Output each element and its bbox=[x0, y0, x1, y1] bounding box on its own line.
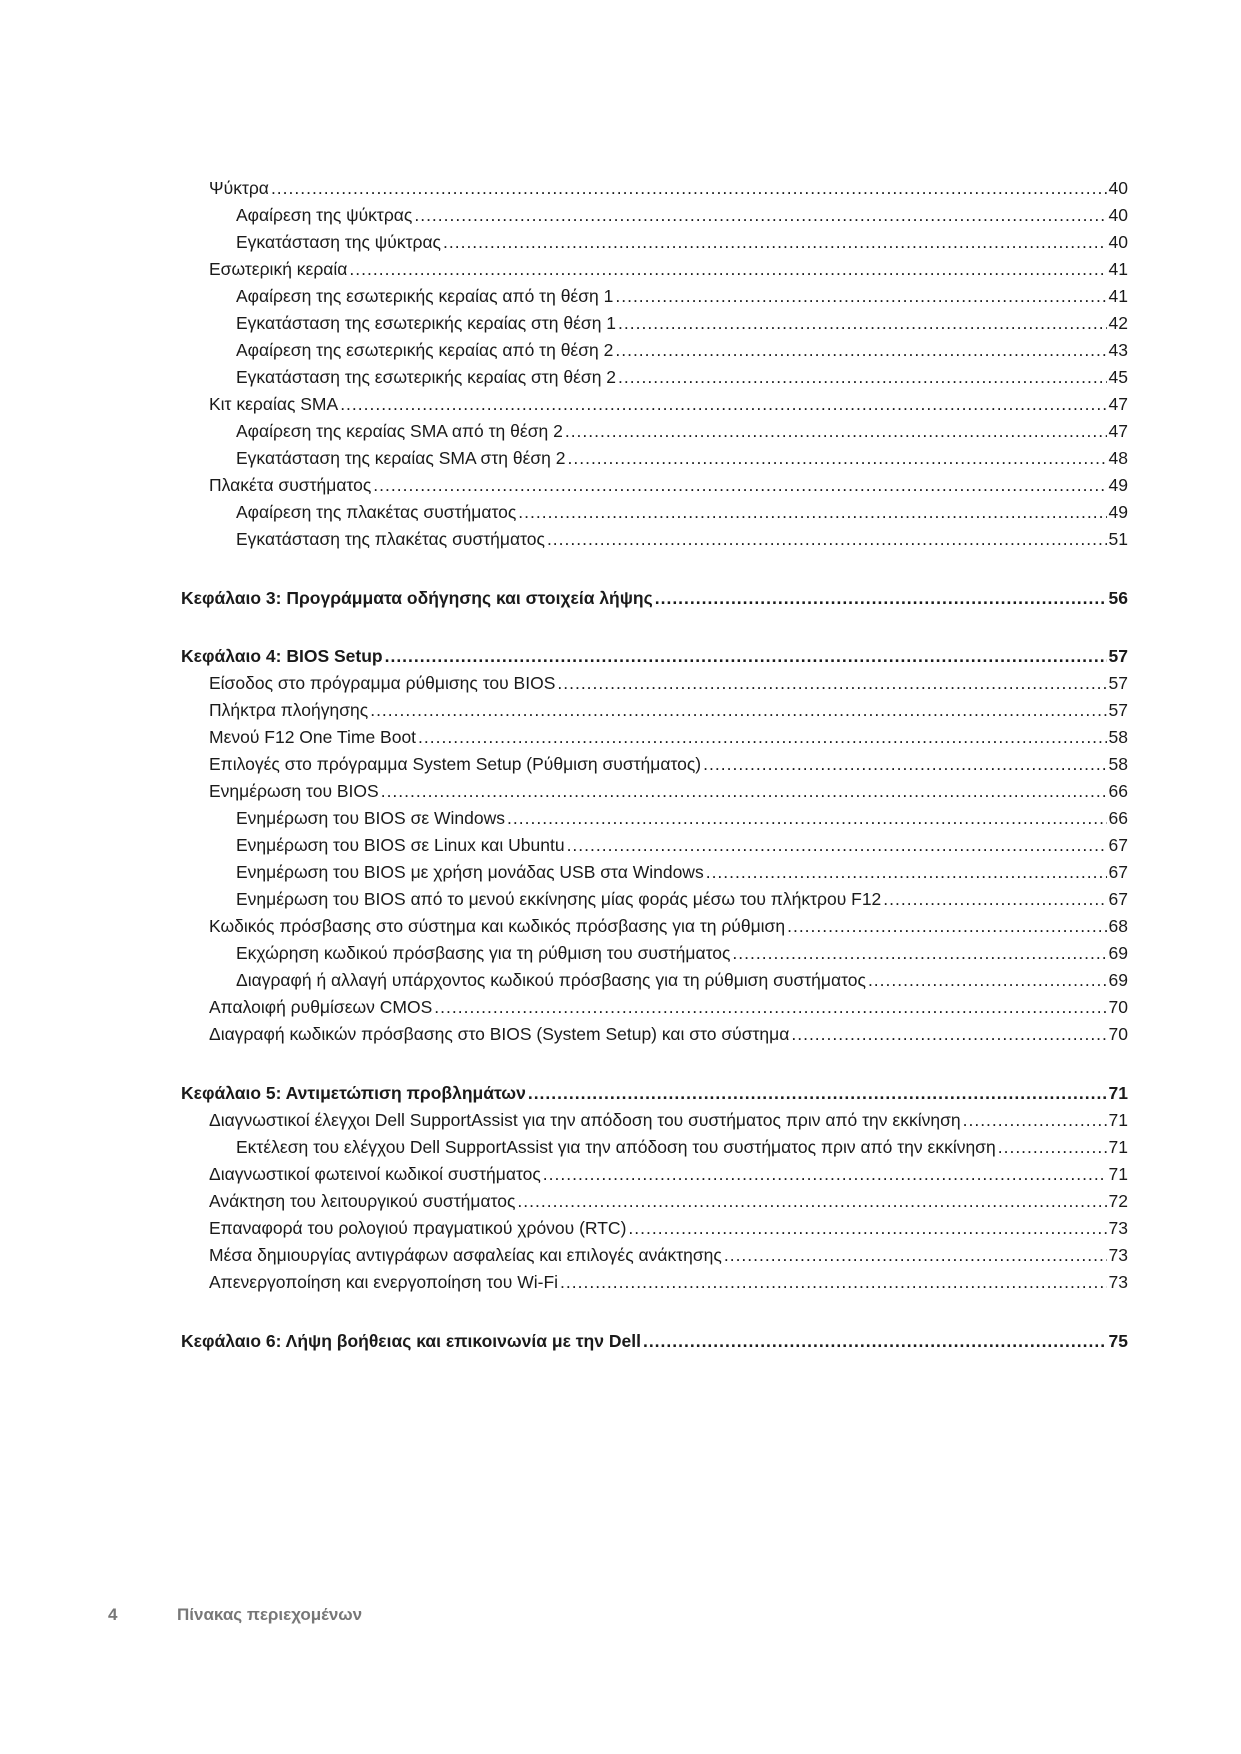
toc-entry[interactable] bbox=[181, 527, 1128, 551]
dot-leader bbox=[349, 257, 1106, 281]
dot-leader bbox=[615, 284, 1106, 308]
dot-leader bbox=[507, 806, 1107, 830]
toc-entry-title: Πλακέτα συστήματος bbox=[209, 475, 372, 495]
toc-entry[interactable] bbox=[181, 257, 1128, 281]
dot-leader bbox=[883, 887, 1106, 911]
toc-chapter-title: Κεφάλαιο 4: BIOS Setup bbox=[181, 646, 383, 666]
toc-entry-title: Επιλογές στο πρόγραμμα System Setup (Ρύθμιση συστήματος) bbox=[209, 754, 702, 774]
toc-entry-title: Εγκατάσταση της κεραίας SMA στη θέση 2 bbox=[236, 448, 566, 468]
toc-entry-title: Μενού F12 One Time Boot bbox=[209, 727, 417, 747]
dot-leader bbox=[868, 968, 1107, 992]
toc-entry-page: 57 bbox=[1108, 673, 1128, 693]
dot-leader bbox=[340, 392, 1106, 416]
dot-leader bbox=[385, 644, 1107, 668]
dot-leader bbox=[724, 1243, 1107, 1267]
dot-leader bbox=[443, 230, 1107, 254]
toc-entry-page: 70 bbox=[1108, 997, 1128, 1017]
toc-chapter[interactable] bbox=[181, 1329, 1128, 1353]
toc-entry-page: 45 bbox=[1108, 367, 1128, 387]
toc-entry-page: 68 bbox=[1108, 916, 1128, 936]
dot-leader bbox=[703, 752, 1106, 776]
footer-page-number: 4 bbox=[108, 1605, 118, 1624]
toc-chapter[interactable] bbox=[181, 644, 1128, 668]
toc-entry[interactable] bbox=[181, 500, 1128, 524]
toc-entry-title: Απενεργοποίηση και ενεργοποίηση του Wi-Fi bbox=[209, 1272, 559, 1292]
toc-entry-page: 40 bbox=[1108, 178, 1128, 198]
toc-entry[interactable] bbox=[181, 1189, 1128, 1213]
toc-entry-title: Εσωτερική κεραία bbox=[209, 259, 348, 279]
dot-leader bbox=[560, 1270, 1107, 1294]
toc-entry-title: Επαναφορά του ρολογιού πραγματικού χρόνου (RTC) bbox=[209, 1218, 627, 1238]
toc-entry[interactable] bbox=[181, 725, 1128, 749]
toc-entry-page: 71 bbox=[1108, 1110, 1128, 1130]
toc-entry[interactable] bbox=[181, 1243, 1128, 1267]
dot-leader bbox=[998, 1135, 1107, 1159]
dot-leader bbox=[557, 671, 1106, 695]
toc-entry-title: Αφαίρεση της εσωτερικής κεραίας από τη θέση 1 bbox=[236, 286, 614, 306]
dot-leader bbox=[543, 1162, 1107, 1186]
toc-entry-page: 40 bbox=[1108, 232, 1128, 252]
toc-entry-page: 66 bbox=[1108, 781, 1128, 801]
toc-entry-title: Ενημέρωση του BIOS από το μενού εκκίνησης μίας φοράς μέσω του πλήκτρου F12 bbox=[236, 889, 882, 909]
toc-entry-title: Είσοδος στο πρόγραμμα ρύθμισης του BIOS bbox=[209, 673, 556, 693]
toc-chapter-page: 57 bbox=[1108, 646, 1128, 666]
toc-entry-page: 57 bbox=[1108, 700, 1128, 720]
toc-entry[interactable] bbox=[181, 806, 1128, 830]
toc-entry-title: Αφαίρεση της πλακέτας συστήματος bbox=[236, 502, 517, 522]
toc-chapter-page: 56 bbox=[1108, 588, 1128, 608]
toc-entry-title: Μέσα δημιουργίας αντιγράφων ασφαλείας και επιλογές ανάκτησης bbox=[209, 1245, 722, 1265]
toc-entry-page: 67 bbox=[1108, 862, 1128, 882]
dot-leader bbox=[643, 1329, 1107, 1353]
toc-entry[interactable] bbox=[181, 176, 1128, 200]
toc-entry[interactable] bbox=[181, 1022, 1128, 1046]
toc-entry-title: Εκχώρηση κωδικού πρόσβασης για τη ρύθμιση του συστήματος bbox=[236, 943, 731, 963]
toc-entry-title: Απαλοιφή ρυθμίσεων CMOS bbox=[209, 997, 433, 1017]
dot-leader bbox=[791, 1022, 1106, 1046]
toc-entry[interactable] bbox=[181, 392, 1128, 416]
toc-entry-page: 67 bbox=[1108, 889, 1128, 909]
toc-chapter[interactable] bbox=[181, 1081, 1128, 1105]
dot-leader bbox=[706, 860, 1107, 884]
toc-entry-title: Κιτ κεραίας SMA bbox=[209, 394, 339, 414]
toc-entry[interactable] bbox=[181, 230, 1128, 254]
toc-entry[interactable] bbox=[181, 833, 1128, 857]
toc-entry[interactable] bbox=[181, 752, 1128, 776]
toc-entry-page: 43 bbox=[1108, 340, 1128, 360]
toc-chapter-title: Κεφάλαιο 6: Λήψη βοήθειας και επικοινωνία με την Dell bbox=[181, 1331, 641, 1351]
toc-entry-page: 58 bbox=[1108, 727, 1128, 747]
toc-entry-page: 58 bbox=[1108, 754, 1128, 774]
toc-entry-title: Διαγραφή ή αλλαγή υπάρχοντος κωδικού πρόσβασης για τη ρύθμιση συστήματος bbox=[236, 970, 866, 990]
toc-entry-title: Αφαίρεση της εσωτερικής κεραίας από τη θέση 2 bbox=[236, 340, 614, 360]
toc-entry-page: 66 bbox=[1108, 808, 1128, 828]
toc-entry[interactable] bbox=[181, 887, 1128, 911]
dot-leader bbox=[568, 446, 1107, 470]
toc-entry-page: 70 bbox=[1108, 1024, 1128, 1044]
toc-entry-title: Διαγνωστικοί φωτεινοί κωδικοί συστήματος bbox=[209, 1164, 541, 1184]
dot-leader bbox=[528, 1081, 1107, 1105]
toc-entry-page: 47 bbox=[1108, 394, 1128, 414]
toc-entry-title: Ενημέρωση του BIOS σε Windows bbox=[236, 808, 506, 828]
dot-leader bbox=[655, 586, 1107, 610]
toc-entry-page: 69 bbox=[1108, 970, 1128, 990]
toc-entry[interactable] bbox=[181, 671, 1128, 695]
dot-leader bbox=[373, 473, 1106, 497]
dot-leader bbox=[418, 725, 1106, 749]
dot-leader bbox=[565, 419, 1107, 443]
toc-entry[interactable] bbox=[181, 698, 1128, 722]
toc-chapter-page: 71 bbox=[1108, 1083, 1128, 1103]
footer-title: Πίνακας περιεχομένων bbox=[177, 1605, 363, 1624]
toc-entry[interactable] bbox=[181, 473, 1128, 497]
dot-leader bbox=[618, 311, 1107, 335]
toc-entry[interactable] bbox=[181, 914, 1128, 938]
toc-entry-page: 47 bbox=[1108, 421, 1128, 441]
dot-leader bbox=[370, 698, 1106, 722]
toc-entry-page: 41 bbox=[1108, 286, 1128, 306]
toc-chapter-page: 75 bbox=[1108, 1331, 1128, 1351]
toc-entry-title: Αφαίρεση της ψύκτρας bbox=[236, 205, 413, 225]
toc-entry[interactable] bbox=[181, 968, 1128, 992]
toc-entry-page: 71 bbox=[1108, 1137, 1128, 1157]
toc-entry-page: 73 bbox=[1108, 1218, 1128, 1238]
dot-leader bbox=[615, 338, 1106, 362]
toc-entry-page: 40 bbox=[1108, 205, 1128, 225]
toc-entry-page: 72 bbox=[1108, 1191, 1128, 1211]
toc-entry[interactable] bbox=[181, 446, 1128, 470]
toc-entry-page: 69 bbox=[1108, 943, 1128, 963]
dot-leader bbox=[518, 500, 1106, 524]
toc-entry[interactable] bbox=[181, 203, 1128, 227]
toc-entry-title: Εγκατάσταση της ψύκτρας bbox=[236, 232, 441, 252]
toc-entry-title: Ενημέρωση του BIOS bbox=[209, 781, 379, 801]
toc-entry-page: 51 bbox=[1108, 529, 1128, 549]
toc-entry-title: Διαγνωστικοί έλεγχοι Dell SupportAssist για την απόδοση του συστήματος πριν από την εκκίνηση bbox=[209, 1110, 961, 1130]
toc-entry-page: 49 bbox=[1108, 475, 1128, 495]
dot-leader bbox=[567, 833, 1107, 857]
toc-chapter[interactable] bbox=[181, 586, 1128, 610]
toc-entry[interactable] bbox=[181, 311, 1128, 335]
toc-entry-title: Ενημέρωση του BIOS σε Linux και Ubuntu bbox=[236, 835, 565, 855]
toc-entry[interactable] bbox=[181, 1108, 1128, 1132]
toc-entry-title: Πλήκτρα πλοήγησης bbox=[209, 700, 369, 720]
toc-entry[interactable] bbox=[181, 1135, 1128, 1159]
toc-entry[interactable] bbox=[181, 941, 1128, 965]
toc-entry[interactable] bbox=[181, 365, 1128, 389]
toc-entry-page: 73 bbox=[1108, 1245, 1128, 1265]
dot-leader bbox=[414, 203, 1106, 227]
toc-entry-title: Εγκατάσταση της εσωτερικής κεραίας στη θέση 2 bbox=[236, 367, 617, 387]
dot-leader bbox=[963, 1108, 1107, 1132]
page-footer bbox=[108, 1605, 362, 1625]
dot-leader bbox=[628, 1216, 1106, 1240]
toc-entry-title: Εγκατάσταση της πλακέτας συστήματος bbox=[236, 529, 545, 549]
dot-leader bbox=[787, 914, 1106, 938]
dot-leader bbox=[517, 1189, 1106, 1213]
toc-entry[interactable] bbox=[181, 419, 1128, 443]
toc-chapter-title: Κεφάλαιο 5: Αντιμετώπιση προβλημάτων bbox=[181, 1083, 526, 1103]
toc-entry-title: Αφαίρεση της κεραίας SMA από τη θέση 2 bbox=[236, 421, 563, 441]
toc-entry-title: Εγκατάσταση της εσωτερικής κεραίας στη θέση 1 bbox=[236, 313, 617, 333]
toc-chapter-title: Κεφάλαιο 3: Προγράμματα οδήγησης και στοιχεία λήψης bbox=[181, 588, 653, 608]
toc-entry[interactable] bbox=[181, 338, 1128, 362]
toc-entry[interactable] bbox=[181, 995, 1128, 1019]
toc-entry-page: 48 bbox=[1108, 448, 1128, 468]
toc-entry-title: Ενημέρωση του BIOS με χρήση μονάδας USB στα Windows bbox=[236, 862, 704, 882]
toc-entry-title: Διαγραφή κωδικών πρόσβασης στο BIOS (System Setup) και στο σύστημα bbox=[209, 1024, 790, 1044]
toc-entry-page: 42 bbox=[1108, 313, 1128, 333]
toc-entry-title: Ψύκτρα bbox=[209, 178, 269, 198]
toc-entry[interactable] bbox=[181, 284, 1128, 308]
toc-entry-page: 73 bbox=[1108, 1272, 1128, 1292]
toc-entry-page: 67 bbox=[1108, 835, 1128, 855]
toc-entry[interactable] bbox=[181, 1270, 1128, 1294]
dot-leader bbox=[547, 527, 1107, 551]
dot-leader bbox=[434, 995, 1106, 1019]
toc-entry-page: 71 bbox=[1108, 1164, 1128, 1184]
dot-leader bbox=[381, 779, 1107, 803]
toc-entry-title: Εκτέλεση του ελέγχου Dell SupportAssist για την απόδοση του συστήματος πριν από την εκκίνηση bbox=[236, 1137, 996, 1157]
toc-entry[interactable] bbox=[181, 779, 1128, 803]
toc-entry-title: Κωδικός πρόσβασης στο σύστημα και κωδικός πρόσβασης για τη ρύθμιση bbox=[209, 916, 786, 936]
dot-leader bbox=[618, 365, 1107, 389]
toc-entry[interactable] bbox=[181, 1162, 1128, 1186]
toc-entry-page: 41 bbox=[1108, 259, 1128, 279]
dot-leader bbox=[271, 176, 1107, 200]
toc-entry[interactable] bbox=[181, 1216, 1128, 1240]
dot-leader bbox=[732, 941, 1106, 965]
toc-entry-page: 49 bbox=[1108, 502, 1128, 522]
toc-entry-title: Ανάκτηση του λειτουργικού συστήματος bbox=[209, 1191, 516, 1211]
toc-entry[interactable] bbox=[181, 860, 1128, 884]
